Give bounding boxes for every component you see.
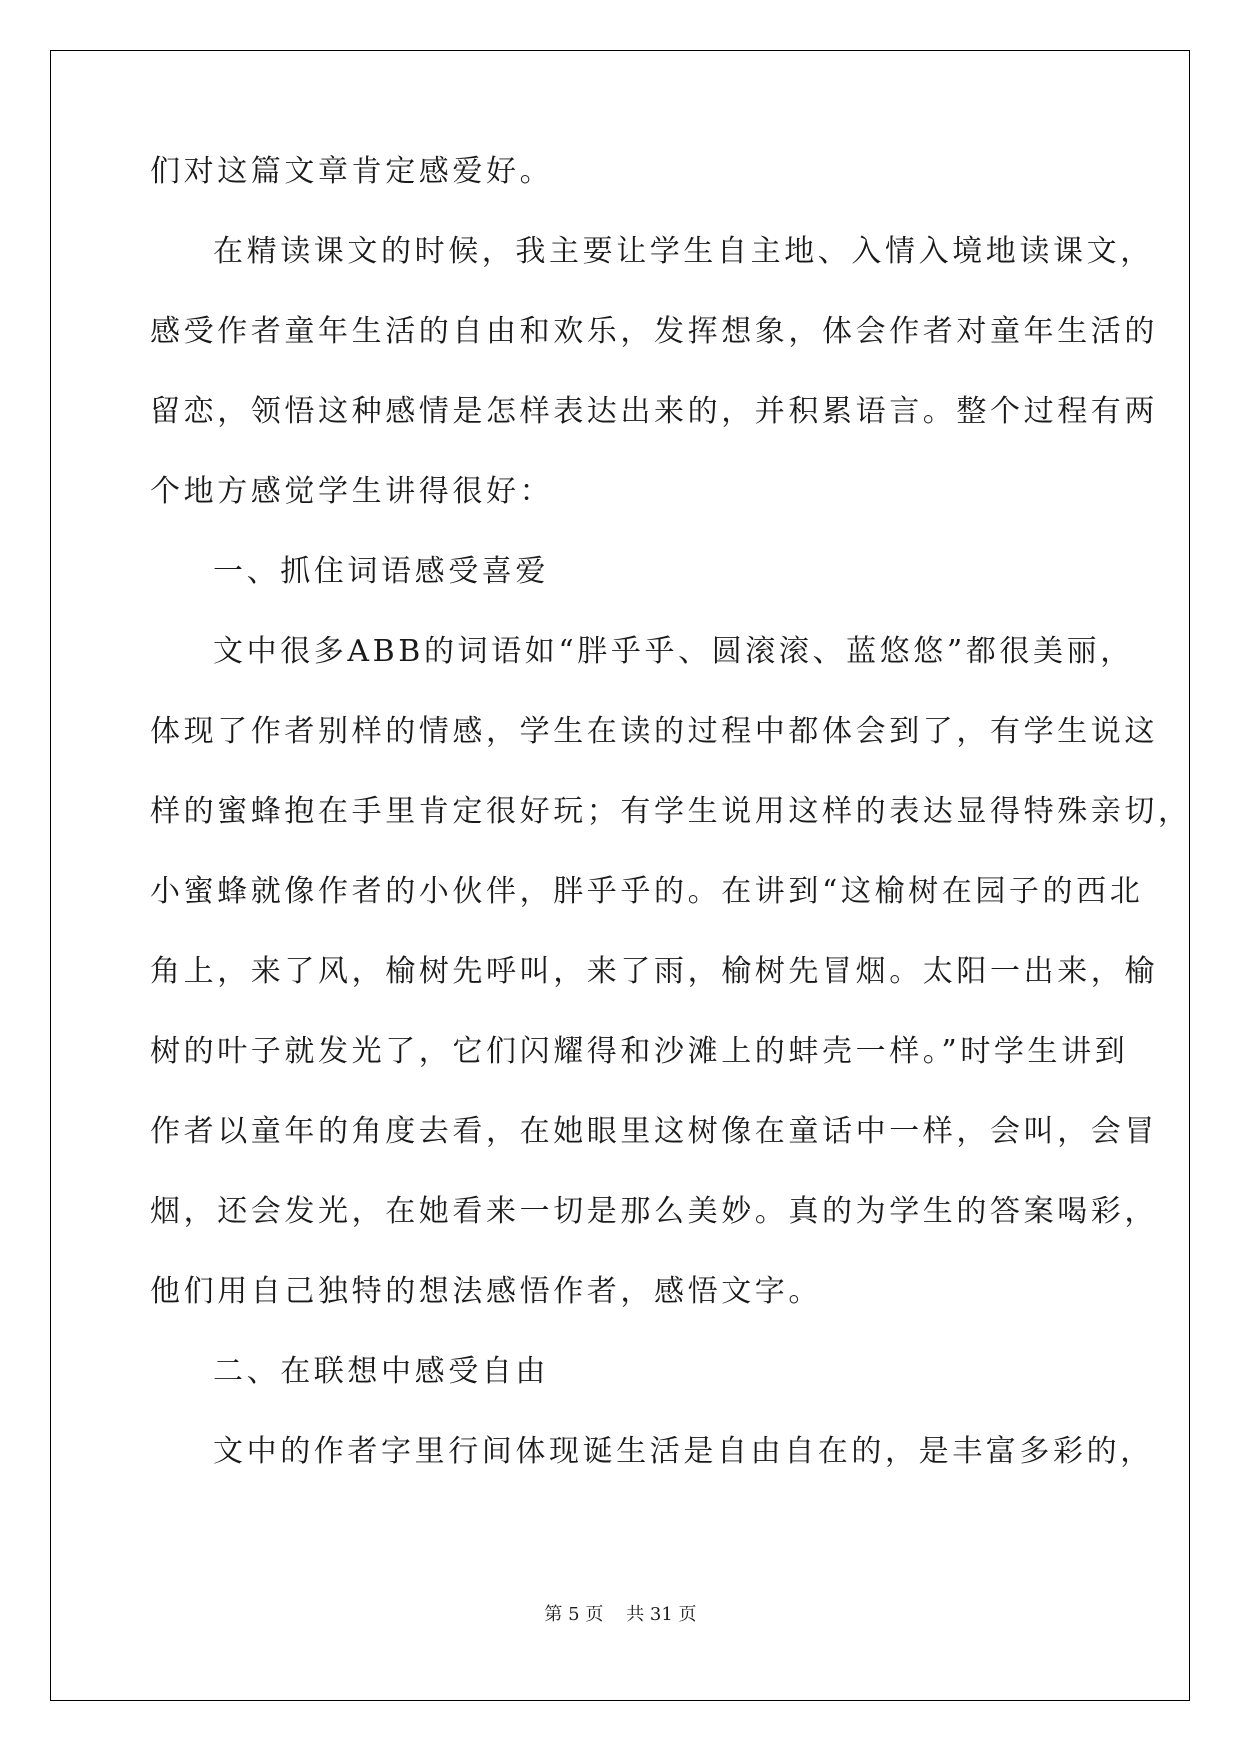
text-line: 感受作者童年生活的自由和欢乐，发挥想象，体会作者对童年生活的	[150, 314, 1158, 349]
text-line: 小蜜蜂就像作者的小伙伴，胖乎乎的。在讲到“这榆树在园子的西北	[150, 874, 1144, 909]
text-line: 个地方感觉学生讲得很好：	[150, 474, 554, 509]
text-line: 角上，来了风，榆树先呼叫，来了雨，榆树先冒烟。太阳一出来，榆	[150, 954, 1158, 989]
text-line: 烟，还会发光，在她看来一切是那么美妙。真的为学生的答案喝彩，	[150, 1194, 1158, 1229]
text-line: 作者以童年的角度去看，在她眼里这树像在童话中一样，会叫，会冒	[150, 1114, 1158, 1149]
section-heading: 一、抓住词语感受喜爱	[213, 554, 549, 589]
text-line: 体现了作者别样的情感，学生在读的过程中都体会到了，有学生说这	[150, 714, 1158, 749]
text-line: 树的叶子就发光了，它们闪耀得和沙滩上的蚌壳一样。”时学生讲到	[150, 1034, 1129, 1069]
text-line: 留恋，领悟这种感情是怎样表达出来的，并积累语言。整个过程有两	[150, 394, 1158, 429]
text-line: 文中的作者字里行间体现诞生活是自由自在的，是丰富多彩的，	[213, 1434, 1154, 1469]
page-number-footer: 第 5 页 共 31 页	[544, 1604, 697, 1625]
text-line: 他们用自己独特的想法感悟作者，感悟文字。	[150, 1274, 822, 1309]
section-heading: 二、在联想中感受自由	[213, 1354, 549, 1389]
text-line: 样的蜜蜂抱在手里肯定很好玩；有学生说用这样的表达显得特殊亲切，	[150, 794, 1192, 829]
text-line: 们对这篇文章肯定感爱好。	[150, 154, 554, 189]
text-line: 在精读课文的时候，我主要让学生自主地、入情入境地读课文，	[213, 234, 1154, 269]
text-line: 文中很多ABB的词语如“胖乎乎、圆滚滚、蓝悠悠”都很美丽，	[213, 634, 1134, 669]
